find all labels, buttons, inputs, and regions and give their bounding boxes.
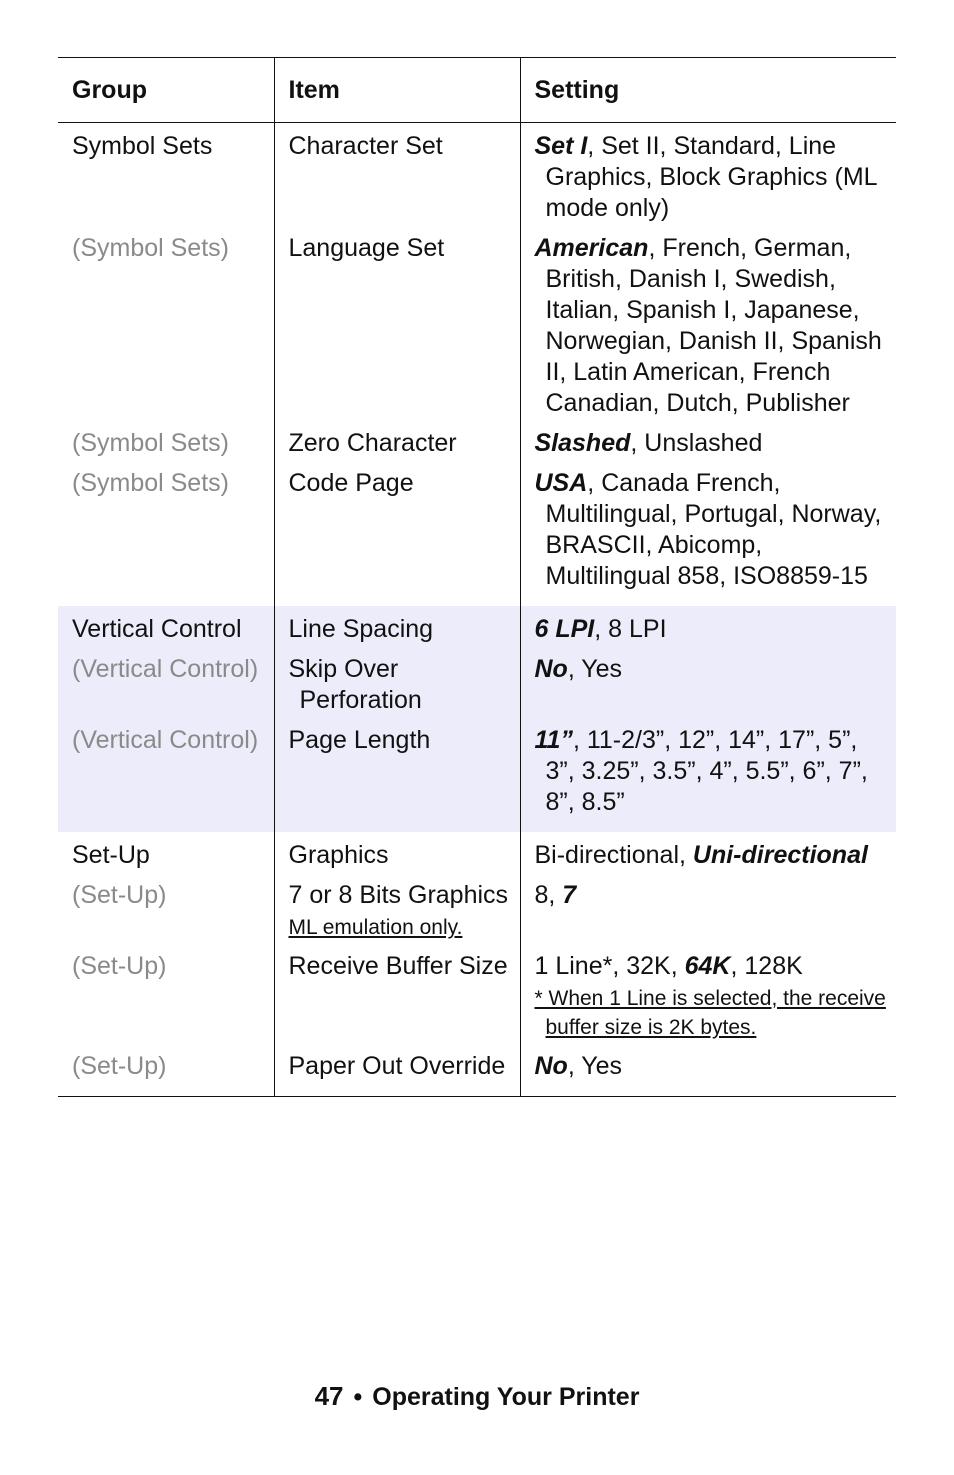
item-name: Language Set xyxy=(288,234,445,262)
group-cell: (Symbol Sets) xyxy=(72,234,229,262)
item-cell xyxy=(274,459,520,606)
item-cell xyxy=(274,1042,520,1097)
setting-options-after: , Yes xyxy=(567,655,623,683)
setting-values xyxy=(535,880,891,911)
setting-cell xyxy=(520,871,896,942)
item-cell xyxy=(274,419,520,459)
footer-separator: • xyxy=(353,1383,363,1411)
setting-values xyxy=(535,840,891,871)
table-row xyxy=(58,123,896,225)
table-section xyxy=(58,832,896,1097)
setting-default-value: Set I xyxy=(534,132,588,160)
table-row xyxy=(58,459,896,606)
setting-default-value: Uni-directional xyxy=(692,841,868,869)
item-name: Receive Buffer Size xyxy=(288,952,508,980)
table-row xyxy=(58,645,896,716)
setting-values xyxy=(535,951,891,982)
settings-table xyxy=(58,57,896,1097)
setting-default-value: Slashed xyxy=(534,429,631,457)
footer-title: Operating Your Printer xyxy=(372,1383,640,1411)
setting-options-after: , Unslashed xyxy=(630,429,763,457)
setting-options-after: , 8 LPI xyxy=(594,615,667,643)
setting-cell xyxy=(520,645,896,716)
item-cell xyxy=(274,224,520,419)
group-cell: Vertical Control xyxy=(58,606,274,645)
setting-default-value: American xyxy=(534,234,649,262)
item-name: Graphics xyxy=(288,841,389,869)
setting-cell xyxy=(520,832,896,871)
header-group: Group xyxy=(72,75,147,104)
item-cell xyxy=(274,832,520,871)
table-row xyxy=(58,871,896,942)
table-row xyxy=(58,224,896,419)
table-row xyxy=(58,716,896,832)
header-row xyxy=(58,58,896,123)
group-cell: (Set-Up) xyxy=(72,1052,167,1080)
setting-cell xyxy=(520,716,896,832)
table-row xyxy=(58,1042,896,1097)
item-name: Line Spacing xyxy=(288,615,434,643)
setting-options-after: , French, German, British, Danish I, Swedish, Italian, Spanish I, Japanese, Norwegian, Danish II, Spanish II, Latin American, French Canadian, Dutch, Publisher xyxy=(545,234,882,417)
setting-options-after: , Yes xyxy=(567,1052,623,1080)
setting-values xyxy=(535,233,891,419)
setting-cell xyxy=(520,942,896,1042)
setting-values xyxy=(535,468,891,592)
table-row xyxy=(58,832,896,871)
page-footer xyxy=(0,1380,954,1413)
group-cell: (Symbol Sets) xyxy=(72,469,229,497)
header-item: Item xyxy=(274,58,520,123)
table-row xyxy=(58,606,896,645)
group-cell: (Vertical Control) xyxy=(58,645,274,716)
setting-options-after: , 128K xyxy=(730,952,803,980)
setting-values xyxy=(535,1051,891,1082)
setting-default-value: 7 xyxy=(562,881,577,909)
table-section xyxy=(58,606,896,832)
header-setting: Setting xyxy=(520,58,896,123)
group-cell: (Vertical Control) xyxy=(58,716,274,832)
setting-cell xyxy=(520,123,896,225)
setting-note: * When 1 Line is selected, the receive buffer size is 2K bytes. xyxy=(534,987,886,1039)
item-name: Skip Over Perforation xyxy=(288,655,422,714)
setting-options-after: , 11-2/3”, 12”, 14”, 17”, 5”, 3”, 3.25”, 3.5”, 4”, 5.5”, 6”, 7”, 8”, 8.5” xyxy=(545,726,868,816)
group-cell: (Symbol Sets) xyxy=(72,429,229,457)
setting-values xyxy=(535,131,891,224)
setting-cell xyxy=(520,606,896,645)
setting-cell xyxy=(520,419,896,459)
setting-default-value: USA xyxy=(534,469,588,497)
item-cell xyxy=(274,871,520,942)
table-section xyxy=(58,123,896,607)
group-cell: Symbol Sets xyxy=(72,132,213,160)
item-cell xyxy=(274,645,520,716)
item-cell xyxy=(274,942,520,1042)
group-cell: (Set-Up) xyxy=(72,881,167,909)
item-name: Code Page xyxy=(288,469,414,497)
item-name: 7 or 8 Bits Graphics xyxy=(288,881,509,909)
setting-values xyxy=(535,428,891,459)
item-note: ML emulation only. xyxy=(288,916,463,939)
setting-values xyxy=(535,654,891,685)
setting-default-value: No xyxy=(534,1052,568,1080)
setting-options-before: 8, xyxy=(534,881,563,909)
setting-default-value: 6 LPI xyxy=(534,615,595,643)
page-number: 47 xyxy=(314,1381,344,1411)
item-name: Zero Character xyxy=(288,429,457,457)
item-cell xyxy=(274,716,520,832)
item-cell xyxy=(274,606,520,645)
setting-options-before: 1 Line*, 32K, xyxy=(534,952,685,980)
setting-default-value: No xyxy=(534,655,568,683)
group-cell: Set-Up xyxy=(72,841,150,869)
setting-options-before: Bi-directional, xyxy=(534,841,693,869)
setting-options-after: , Set II, Standard, Line Graphics, Block Graphics (ML mode only) xyxy=(545,132,877,222)
item-name: Character Set xyxy=(288,132,443,160)
setting-values xyxy=(535,614,891,645)
setting-default-value: 64K xyxy=(684,952,731,980)
setting-cell xyxy=(520,1042,896,1097)
item-name: Page Length xyxy=(288,726,431,754)
group-cell: (Set-Up) xyxy=(72,952,167,980)
table-row xyxy=(58,419,896,459)
item-name: Paper Out Override xyxy=(288,1052,506,1080)
setting-values xyxy=(535,725,891,818)
item-cell xyxy=(274,123,520,225)
setting-options-after: , Canada French, Multilingual, Portugal, Norway, BRASCII, Abicomp, Multilingual 858, ISO8859-15 xyxy=(545,469,882,590)
table-header xyxy=(58,58,896,123)
table-row xyxy=(58,942,896,1042)
setting-cell xyxy=(520,459,896,606)
setting-cell xyxy=(520,224,896,419)
setting-default-value: 11” xyxy=(534,726,573,754)
